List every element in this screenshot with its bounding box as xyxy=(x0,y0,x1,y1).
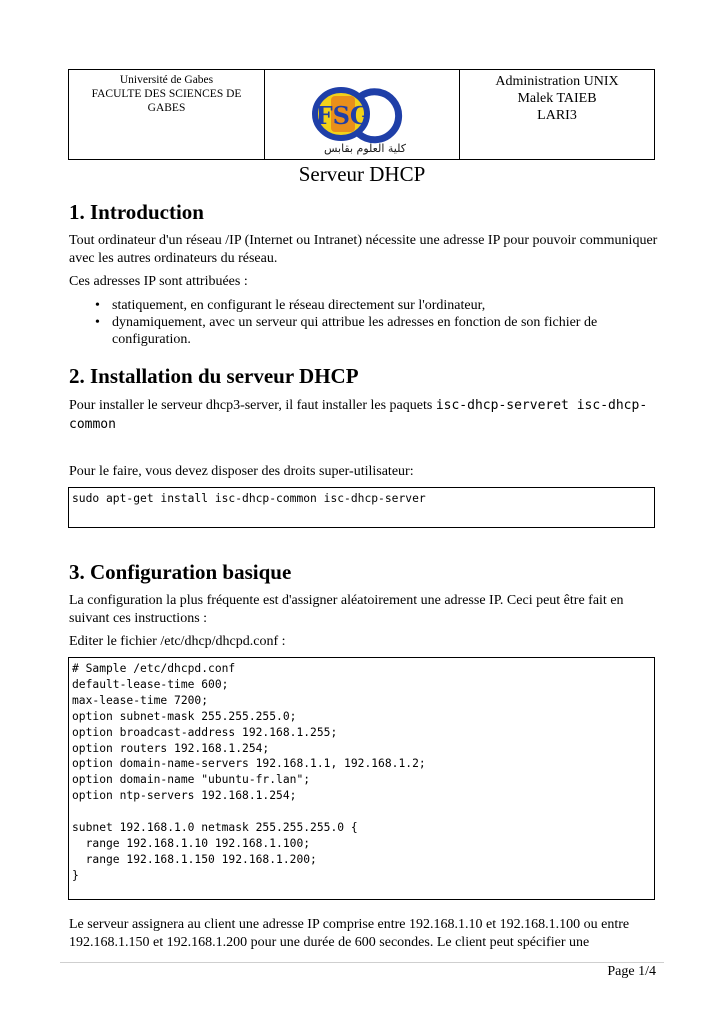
document-title: Serveur DHCP xyxy=(298,162,426,186)
bullet-list xyxy=(69,297,659,348)
header-table xyxy=(68,69,655,160)
code-line: } xyxy=(72,868,79,882)
code-line: option subnet-mask 255.255.255.0; xyxy=(72,709,297,723)
package-names: isc-dhcp-serveret isc-dhcp-common xyxy=(69,398,648,432)
logo-arabic: كلية العلوم بقابس xyxy=(323,142,407,155)
course-line: Malek TAIEB xyxy=(517,91,597,106)
code-line: option domain-name "ubuntu-fr.lan"; xyxy=(72,773,311,787)
code-line: # Sample /etc/dhcpd.conf xyxy=(72,662,236,675)
code-line: option domain-name-servers 192.168.1.1, 192.168.1.2; xyxy=(72,757,426,771)
institution-line: GABES xyxy=(147,102,186,114)
institution-cell xyxy=(69,70,265,159)
list-item-text: statiquement, en configurant le réseau directement sur l'ordinateur, xyxy=(112,298,486,313)
footer-divider xyxy=(60,962,664,963)
course-cell xyxy=(460,70,654,159)
intro-paragraph: Tout ordinateur d'un réseau /IP (Internet ou Intranet) nécessite une adresse IP pour pouvoir communiquer avec les autres ordinateurs du réseau. xyxy=(69,233,658,266)
course-line: Administration UNIX xyxy=(495,74,619,89)
code-line: range 192.168.1.10 192.168.1.100; xyxy=(72,836,311,850)
config-paragraph-3: Le serveur assignera au client une adresse IP comprise entre 192.168.1.10 et 192.168.1.100 ou entre 192.168.1.150 et 192.168.1.200 pour une durée de 600 secondes. Le client peut spécifier une xyxy=(69,917,630,950)
section-heading-configuration: 3. Configuration basique xyxy=(69,560,292,584)
logo-cell xyxy=(265,70,460,159)
section-heading-introduction: 1. Introduction xyxy=(69,200,204,224)
install-text: Pour installer le serveur dhcp3-server, il faut installer les paquets xyxy=(69,398,436,413)
logo-letters: FSG xyxy=(315,101,371,130)
code-line: subnet 192.168.1.0 netmask 255.255.255.0 { xyxy=(72,821,358,835)
code-line: option routers 192.168.1.254; xyxy=(72,741,270,755)
page-number: Page 1/4 xyxy=(607,964,656,979)
list-item-text: dynamiquement, avec un serveur qui attribue les adresses en fonction de son fichier de configuration. xyxy=(112,315,598,347)
intro-paragraph-2: Ces adresses IP sont attribuées : xyxy=(69,274,248,289)
section-heading-installation: 2. Installation du serveur DHCP xyxy=(69,364,359,388)
install-paragraph xyxy=(69,396,659,434)
install-paragraph-2: Pour le faire, vous devez disposer des droits super-utilisateur: xyxy=(69,464,414,479)
config-paragraph: La configuration la plus fréquente est d'assigner aléatoirement une adresse IP. Ceci peut être fait en suivant ces instructions : xyxy=(69,593,624,626)
list-item: • dynamiquement, avec un serveur qui attribue les adresses en fonction de son fichier de configuration. xyxy=(95,315,598,347)
faculty-logo xyxy=(303,76,425,156)
code-line: default-lease-time 600; xyxy=(72,677,229,691)
code-line: range 192.168.1.150 192.168.1.200; xyxy=(72,852,317,866)
institution-line: FACULTE DES SCIENCES DE xyxy=(91,88,242,100)
config-paragraph-2: Editer le fichier /etc/dhcp/dhcpd.conf : xyxy=(69,634,286,649)
command-box xyxy=(68,487,655,528)
command-text: sudo apt-get install isc-dhcp-common isc-dhcp-server xyxy=(72,492,426,505)
list-item: • statiquement, en configurant le réseau directement sur l'ordinateur, xyxy=(95,298,486,313)
config-code-box xyxy=(68,657,655,900)
course-line: LARI3 xyxy=(537,108,577,123)
code-line: option broadcast-address 192.168.1.255; xyxy=(72,725,338,739)
code-line: option ntp-servers 192.168.1.254; xyxy=(72,789,297,803)
institution-line: Université de Gabes xyxy=(119,74,214,86)
code-line: max-lease-time 7200; xyxy=(72,693,209,707)
